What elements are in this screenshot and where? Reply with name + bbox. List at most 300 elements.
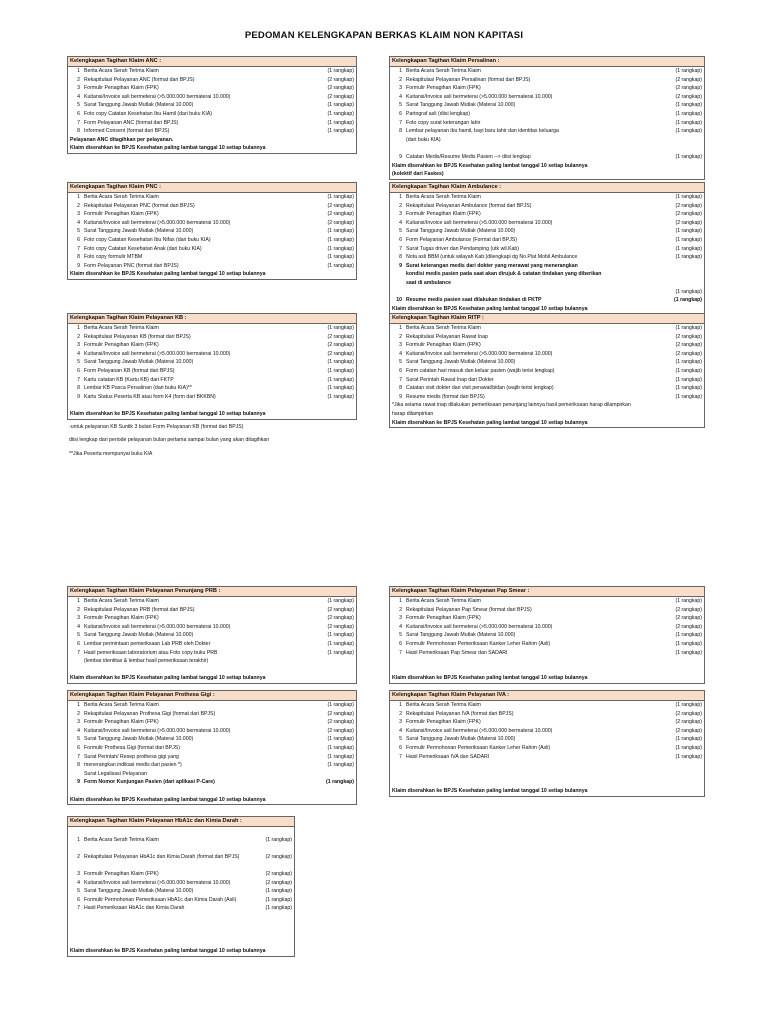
item-number: 4: [399, 623, 402, 630]
item-text: Surat Perintah Rawat Inap dari Dokter: [406, 376, 494, 383]
list-item: [390, 614, 704, 623]
item-number: 4: [399, 93, 402, 100]
section-note: Klaim diserahkan ke BPJS Kesehatan paling lambat tanggal 10 setiap bulannya: [70, 948, 266, 955]
list-item: [68, 84, 356, 93]
item-number: 1: [77, 598, 80, 604]
item-text: Hasil Pemeriksaan Pap Smear dan SADARI: [406, 649, 508, 656]
item-quantity: (1 rangkap): [674, 297, 702, 304]
section-note: Pelayanan ANC ditagihkan per pelayanan.: [70, 136, 174, 143]
item-number: [390, 761, 406, 770]
item-number: 6: [77, 896, 80, 903]
item-number: 4: [399, 219, 402, 226]
item-text: [84, 861, 244, 870]
section-header: Kelengkapan Tagihan Klaim Pelayanan KB :: [67, 313, 357, 324]
list-item: [390, 144, 704, 153]
item-quantity: (1 rangkap): [265, 896, 292, 903]
item-text: Berita Acara Serah Terima Klaim: [84, 325, 159, 331]
item-number: [390, 657, 406, 666]
section-prothesa: [67, 690, 357, 805]
item-text: Partograf asli (diisi lengkap): [406, 110, 471, 117]
list-item: [68, 701, 356, 710]
item-text: [406, 657, 654, 666]
item-quantity: [244, 922, 294, 931]
section-body: [67, 193, 357, 280]
item-number: 6: [77, 640, 80, 647]
item-quantity: (1 rangkap): [327, 194, 354, 200]
list-item: [390, 744, 704, 753]
section-header: Kelengkapan Tagihan Klaim Pelayanan Pap Smear :: [389, 586, 705, 597]
list-item: [68, 896, 294, 905]
item-number: [68, 913, 84, 922]
item-number: 2: [77, 333, 80, 340]
item-quantity: (1 rangkap): [675, 228, 702, 235]
item-text: Surat Tanggung Jawab Mutlak (Materai 10.000): [406, 228, 516, 235]
item-number: [68, 844, 84, 853]
list-item: [390, 193, 704, 202]
list-item: [68, 778, 356, 787]
item-number: 1: [77, 702, 80, 708]
item-quantity: (1 rangkap): [327, 598, 354, 604]
item-number: 7: [77, 753, 80, 760]
item-number: 5: [399, 102, 402, 109]
list-item: [68, 127, 356, 136]
list-item: [68, 631, 356, 640]
page-title: PEDOMAN KELENGKAPAN BERKAS KLAIM NON KAPITASI: [244, 30, 524, 41]
item-number: [68, 861, 84, 870]
item-quantity: (1 rangkap): [675, 632, 702, 639]
item-text: kondisi medis pasien pada saat akan dirujuk & catatan tindakan yang diberikan: [406, 271, 602, 278]
item-number: 6: [77, 236, 80, 243]
item-quantity: (1 rangkap): [327, 102, 354, 109]
list-item: [68, 350, 356, 359]
list-item: [390, 657, 704, 666]
item-text: Berita Acara Serah Terima Klaim: [406, 68, 481, 74]
item-text: Formulir Penagihan Klaim (FPK): [84, 615, 159, 622]
list-item: [68, 735, 356, 744]
item-number: 3: [399, 719, 402, 726]
item-text: Surat Tanggung Jawab Mutlak (Materai 10.000): [406, 632, 516, 639]
item-number: 9: [399, 393, 402, 400]
item-text: Rekapitulasi Pelayanan KB (format dari BPJS): [84, 333, 191, 340]
item-number: 4: [399, 727, 402, 734]
item-quantity: [244, 861, 294, 870]
item-text: Rekapitulasi Pelayanan IVA (format dari BPJS): [406, 710, 514, 717]
list-item: [68, 597, 356, 606]
list-item: [68, 67, 356, 76]
item-quantity: (2 rangkap): [265, 879, 292, 886]
item-number: 2: [77, 76, 80, 83]
kb-note-2: diisi lengkap dari periode pelayanan bulan pertama sampai bulan yang akan ditagihkan: [69, 437, 270, 443]
item-number: [68, 827, 84, 836]
item-quantity: (1 rangkap): [675, 254, 702, 261]
list-item: [68, 253, 356, 262]
item-quantity: (2 rangkap): [327, 202, 354, 209]
list-item: [390, 136, 704, 145]
item-number: 2: [399, 606, 402, 613]
item-number: 5: [77, 359, 80, 366]
item-quantity: [654, 136, 704, 145]
list-item: [390, 753, 704, 762]
item-quantity: (1 rangkap): [675, 68, 702, 74]
list-item: [68, 358, 356, 367]
item-number: 2: [399, 710, 402, 717]
item-text: Nota asli BBM (untuk wilayah Kab.)dilengkapi dg No.Plat Mobil Ambulance: [406, 254, 578, 261]
list-item: [68, 623, 356, 632]
list-item: [68, 236, 356, 245]
section-body: [389, 701, 705, 797]
list-item: [390, 153, 704, 162]
item-quantity: (1 rangkap): [327, 376, 354, 383]
list-item: [390, 127, 704, 136]
section-note: Klaim diserahkan ke BPJS Kesehatan paling lambat tanggal 10 setiap bulannya: [392, 305, 588, 312]
section-persalinan: [389, 56, 705, 180]
list-item: [68, 904, 294, 913]
item-quantity: (1 rangkap): [327, 753, 354, 760]
list-item: [68, 245, 356, 254]
item-quantity: [306, 666, 356, 675]
item-text: Form Nomor Kunjungan Pasien (dari aplikasi P-Care): [84, 779, 215, 786]
item-number: 2: [399, 76, 402, 83]
list-item: [68, 324, 356, 333]
item-text: Berita Acara Serah Terima Klaim: [406, 325, 481, 331]
item-number: 8: [77, 385, 80, 392]
list-item: [68, 887, 294, 896]
item-text: (lembar identitas & lembar hasil pemeriksaan terakhir): [84, 658, 209, 665]
list-item: [390, 778, 704, 787]
list-item: [68, 227, 356, 236]
list-item: [68, 761, 356, 770]
item-quantity: (1 rangkap): [675, 102, 702, 109]
section-body: [67, 701, 357, 805]
item-quantity: (1 rangkap): [326, 779, 354, 786]
item-quantity: (1 rangkap): [675, 110, 702, 117]
item-quantity: (1 rangkap): [327, 736, 354, 743]
item-number: 7: [77, 649, 80, 656]
item-quantity: (2 rangkap): [675, 333, 702, 340]
section-body: [67, 827, 295, 957]
list-item: [390, 296, 704, 305]
item-quantity: (2 rangkap): [327, 211, 354, 218]
list-item: [68, 93, 356, 102]
item-number: 7: [399, 119, 402, 126]
section-body: [67, 324, 357, 420]
item-quantity: [654, 770, 704, 779]
item-number: 6: [399, 110, 402, 117]
list-item: [68, 787, 356, 796]
item-quantity: (2 rangkap): [675, 85, 702, 92]
item-text: Rekapitulasi Pelayanan Persalinan (format dari BPJS): [406, 76, 531, 83]
item-text: Form Pelayanan Ambulance (Format dari BPJS): [406, 236, 517, 243]
item-text: Formulir Penagihan Klaim (FPK): [84, 870, 159, 877]
item-quantity: (2 rangkap): [675, 615, 702, 622]
section-note: Klaim diserahkan ke BPJS Kesehatan paling lambat tanggal 10 setiap bulannya: [392, 419, 588, 426]
list-item: [68, 193, 356, 202]
section-header: Kelengkapan Tagihan Klaim PNC :: [67, 182, 357, 193]
item-quantity: [306, 401, 356, 410]
item-quantity: (1 rangkap): [327, 649, 354, 656]
list-item: [68, 657, 356, 666]
section-note: harap dilampirkan: [392, 410, 434, 417]
list-item: [390, 718, 704, 727]
item-number: 2: [399, 333, 402, 340]
item-quantity: [654, 657, 704, 666]
list-item: [68, 110, 356, 119]
item-quantity: (2 rangkap): [675, 719, 702, 726]
item-quantity: (1 rangkap): [675, 128, 702, 135]
list-item: [390, 202, 704, 211]
item-text: [84, 922, 244, 931]
list-item: [390, 76, 704, 85]
item-number: 9: [77, 393, 80, 400]
item-number: 5: [77, 632, 80, 639]
item-quantity: (2 rangkap): [675, 623, 702, 630]
item-number: 1: [399, 68, 402, 74]
list-item: [390, 710, 704, 719]
item-text: Berita Acara Serah Terima Klaim: [406, 702, 481, 708]
item-quantity: (1 rangkap): [327, 385, 354, 392]
item-number: 5: [77, 888, 80, 895]
item-quantity: [654, 666, 704, 675]
list-item: [68, 341, 356, 350]
item-number: 3: [399, 211, 402, 218]
item-text: Rekapitulasi Pelayanan PRB (format dari BPJS): [84, 606, 195, 613]
item-quantity: (2 rangkap): [675, 350, 702, 357]
list-item: [68, 753, 356, 762]
item-number: [68, 770, 84, 779]
item-quantity: (1 rangkap): [327, 640, 354, 647]
item-number: [68, 787, 84, 796]
item-quantity: (1 rangkap): [675, 367, 702, 374]
section-note: Klaim diserahkan ke BPJS Kesehatan paling lambat tanggal 10 setiap bulannya: [70, 796, 266, 803]
list-item: [390, 227, 704, 236]
list-item: [390, 324, 704, 333]
item-text: Rekapitulasi Pelayanan HbA1c dan Kimia Darah (format dari BPJS): [84, 853, 240, 860]
item-quantity: (1 rangkap): [327, 68, 354, 74]
item-text: Berita Acara Serah Terima Klaim: [84, 68, 159, 74]
item-quantity: (1 rangkap): [675, 194, 702, 200]
section-iva: [389, 690, 705, 797]
item-text: [406, 666, 654, 675]
section-hba1c: [67, 816, 295, 957]
section-body: [389, 324, 705, 428]
item-quantity: (2 rangkap): [327, 710, 354, 717]
item-text: Hasil Pemeriksaan HbA1c dan Kimia Darah: [84, 905, 185, 912]
list-item: [68, 202, 356, 211]
item-number: 8: [77, 254, 80, 261]
item-text: menerangkan indikasi medis dari pasien *): [84, 762, 182, 769]
list-item: [68, 861, 294, 870]
section-body: [389, 597, 705, 684]
item-quantity: (2 rangkap): [675, 219, 702, 226]
item-quantity: (1 rangkap): [327, 245, 354, 252]
item-number: 4: [77, 219, 80, 226]
item-quantity: [654, 778, 704, 787]
item-number: 2: [77, 710, 80, 717]
item-number: 3: [399, 85, 402, 92]
item-quantity: (1 rangkap): [327, 632, 354, 639]
section-header: Kelengkapan Tagihan Klaim ANC :: [67, 56, 357, 67]
item-number: 5: [77, 102, 80, 109]
item-text: Kartu Status Peserta KB atau form K4 (form dari BKKBN): [84, 393, 216, 400]
item-quantity: (1 rangkap): [327, 744, 354, 751]
list-item: [68, 367, 356, 376]
section-header: Kelengkapan Tagihan Klaim Ambulance :: [389, 182, 705, 193]
item-quantity: (1 rangkap): [327, 228, 354, 235]
item-number: [68, 939, 84, 948]
item-text: Resume medis (format dari BPJS): [406, 393, 485, 400]
list-item: [390, 236, 704, 245]
item-text: [84, 939, 244, 948]
item-number: 4: [77, 350, 80, 357]
item-text: Kuitansi/Invoice asli bermeterai (>5.000.000 bermaterai 10.000): [406, 93, 553, 100]
item-text: Surat Tanggung Jawab Mutlak (Materai 10.000): [84, 228, 194, 235]
section-note: Klaim diserahkan ke BPJS Kesehatan paling lambat tanggal 10 setiap bulannya: [392, 162, 588, 169]
item-text: [406, 144, 654, 153]
list-item: [390, 219, 704, 228]
item-text: Foto copy surat keterangan lahir: [406, 119, 481, 126]
list-item: [390, 119, 704, 128]
list-item: [390, 279, 704, 288]
list-item: [68, 401, 356, 410]
item-quantity: (1 rangkap): [327, 762, 354, 769]
item-number: 8: [399, 254, 402, 261]
item-quantity: (1 rangkap): [327, 236, 354, 243]
item-number: 1: [77, 325, 80, 331]
item-text: [84, 401, 306, 410]
item-quantity: (2 rangkap): [675, 211, 702, 218]
item-text: Kuitansi/Invoice asli bermeterai (>5.000.000 bermaterai 10.000): [84, 623, 231, 630]
list-item: [390, 606, 704, 615]
item-quantity: (2 rangkap): [327, 85, 354, 92]
item-quantity: [654, 144, 704, 153]
list-item: [68, 333, 356, 342]
section-kb: [67, 313, 357, 420]
item-text: [84, 930, 244, 939]
item-text: Kuitansi/Invoice asli bermeterai (>5.000.000 bermaterai 10.000): [84, 879, 231, 886]
item-text: Catatan visit dokter dan visit perawat/bidan (wajib terisi lengkap): [406, 385, 554, 392]
item-number: 7: [77, 245, 80, 252]
item-quantity: (1 rangkap): [327, 393, 354, 400]
item-number: 2: [77, 606, 80, 613]
item-quantity: (2 rangkap): [675, 710, 702, 717]
item-number: 6: [399, 367, 402, 374]
list-item: [390, 623, 704, 632]
item-text: Foto copy formulir MTBM: [84, 254, 143, 261]
item-text: Surat Tanggung Jawab Mutlak (Materai 10.000): [406, 736, 516, 743]
list-item: [390, 597, 704, 606]
list-item: [68, 376, 356, 385]
item-quantity: (1 rangkap): [265, 836, 292, 843]
list-item: [390, 770, 704, 779]
item-text: Formulir Penagihan Klaim (FPK): [84, 211, 159, 218]
item-number: 7: [77, 376, 80, 383]
section-ambulance: [389, 182, 705, 314]
list-item: [390, 727, 704, 736]
item-number: 2: [77, 202, 80, 209]
section-note: Klaim diserahkan ke BPJS Kesehatan paling lambat tanggal 10 setiap bulannya: [70, 145, 266, 152]
item-text: Formulir Penagihan Klaim (FPK): [84, 342, 159, 349]
list-item: [68, 119, 356, 128]
item-number: 6: [399, 236, 402, 243]
item-text: Hasil pemeriksaan laboratorium atau Foto copy buku PRB: [84, 649, 218, 656]
item-number: 3: [77, 85, 80, 92]
item-text: Surat Tanggung Jawab Mutlak (Materai 10.000): [84, 359, 194, 366]
list-item: [68, 710, 356, 719]
section-body: [389, 193, 705, 314]
list-item: [390, 341, 704, 350]
item-text: Form Pelayanan ANC (format dari BPJS): [84, 119, 179, 126]
item-text: [406, 770, 654, 779]
item-quantity: (1 rangkap): [327, 110, 354, 117]
section-body: [389, 67, 705, 180]
item-quantity: (1 rangkap): [675, 736, 702, 743]
kb-note-3: **Jika Peserta mempunyai buku KIA: [69, 451, 153, 457]
item-quantity: [244, 827, 294, 836]
item-quantity: (1 rangkap): [327, 702, 354, 708]
item-text: Formulir Permohonan Pemeriksaan Kanker Leher Rahim (Asli): [406, 640, 551, 647]
item-number: 2: [77, 853, 80, 860]
item-text: Foto copy Catatan Kesehatan Anak (dari buku KIA): [84, 245, 202, 252]
list-item: [68, 76, 356, 85]
list-item: [390, 701, 704, 710]
item-number: 8: [399, 128, 402, 135]
section-header: Kelengkapan Tagihan Klaim Pelayanan IVA :: [389, 690, 705, 701]
list-item: [390, 640, 704, 649]
item-quantity: (1 rangkap): [675, 245, 702, 252]
item-number: 4: [77, 623, 80, 630]
list-item: [68, 614, 356, 623]
item-quantity: (1 rangkap): [675, 119, 702, 126]
item-text: saat di ambulance: [406, 279, 451, 286]
item-text: Rekapitulasi Pelayanan Pap Smear (format dari BPJS): [406, 606, 532, 613]
item-number: 9: [77, 262, 80, 269]
item-text: Foto copy Catatan Kesehatan Ibu Nifas (dari buku KIA): [84, 236, 211, 243]
list-item: [390, 288, 704, 297]
list-item: [390, 253, 704, 262]
list-item: [390, 101, 704, 110]
list-item: [68, 844, 294, 853]
section-note: Klaim diserahkan ke BPJS Kesehatan paling lambat tanggal 10 setiap bulannya: [70, 675, 266, 682]
item-number: [390, 279, 406, 288]
item-number: [390, 270, 406, 279]
item-number: [390, 144, 406, 153]
item-text: Surat Tugas driver dan Pendamping (utk wil.Kab): [406, 245, 520, 252]
item-quantity: (2 rangkap): [675, 93, 702, 100]
item-text: Formulir Penagihan Klaim (FPK): [406, 85, 481, 92]
section-note: (kolektif dari Faskes): [392, 171, 444, 178]
item-text: Surat Tanggung Jawab Mutlak (Materai 10.000): [406, 102, 516, 109]
item-text: [406, 761, 654, 770]
list-item: [390, 245, 704, 254]
item-number: 6: [77, 110, 80, 117]
list-item: [68, 384, 356, 393]
item-quantity: (2 rangkap): [265, 870, 292, 877]
list-item: [390, 631, 704, 640]
item-number: 5: [77, 228, 80, 235]
section-anc: [67, 56, 357, 154]
list-item: [68, 913, 294, 922]
item-text: Form Pelayanan KB (format dari BPJS): [84, 367, 175, 374]
list-item: [390, 270, 704, 279]
item-quantity: (1 rangkap): [675, 288, 702, 295]
item-number: 8: [77, 762, 80, 769]
item-number: 5: [77, 736, 80, 743]
item-quantity: (1 rangkap): [327, 119, 354, 126]
item-quantity: (1 rangkap): [675, 359, 702, 366]
item-number: 4: [399, 350, 402, 357]
list-item: [68, 870, 294, 879]
section-header: Kelengkapan Tagihan Klaim Pelayanan Penunjang PRB :: [67, 586, 357, 597]
